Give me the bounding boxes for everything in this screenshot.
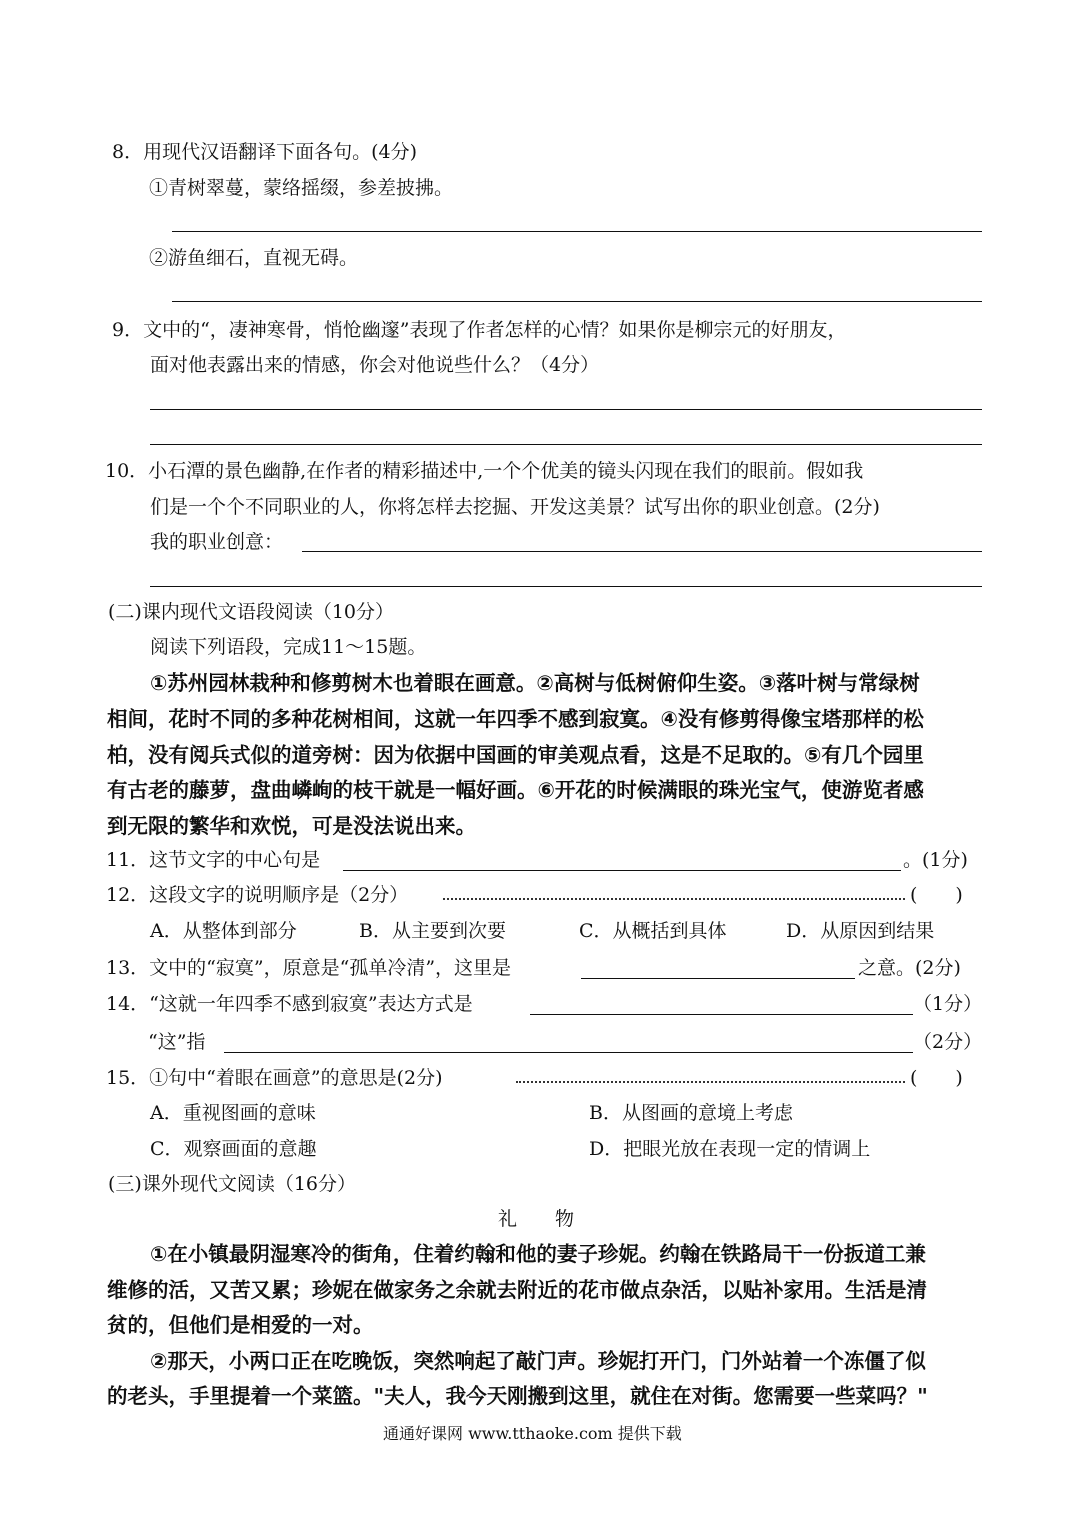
q13-score: 之意。(2分) <box>858 957 961 979</box>
answer-line <box>172 231 982 232</box>
q10-line-1: 10．小石潭的景色幽静,在作者的精彩描述中,一个个优美的镜头闪现在我们的眼前。假如我 <box>105 460 864 482</box>
q15-option-c: C．观察画面的意趣 <box>150 1138 317 1160</box>
answer-line <box>530 1014 913 1015</box>
q12-option-c: C．从概括到具体 <box>579 920 727 942</box>
dotted-leader <box>443 898 905 900</box>
answer-line <box>172 301 982 302</box>
passage-line: 到无限的繁华和欢悦，可是没法说出来。 <box>107 814 476 838</box>
q15-answer-paren: ( ) <box>910 1067 963 1089</box>
section-2-heading: (二)课内现代文语段阅读（10分） <box>108 601 395 623</box>
q8-title: 8．用现代汉语翻译下面各句。(4分) <box>112 141 418 163</box>
q14-score-1: （1分） <box>913 993 983 1015</box>
passage-line: ①苏州园林栽种和修剪树木也着眼在画意。②高树与低树俯仰生姿。③落叶树与常绿树 <box>150 671 920 695</box>
passage-line: 的老头，手里提着一个菜篮。"夫人，我今天刚搬到这里，就住在对街。您需要一些菜吗？" <box>107 1384 928 1408</box>
section-3-heading: (三)课外现代文阅读（16分） <box>108 1173 357 1195</box>
q12-option-d: D．从原因到结果 <box>786 920 935 942</box>
passage-line: ①在小镇最阴湿寒冷的街角，住着约翰和他的妻子珍妮。约翰在铁路局干一份扳道工兼 <box>150 1242 926 1266</box>
story-title: 礼 物 <box>498 1208 575 1230</box>
answer-line <box>150 409 982 410</box>
section-2-instruction: 阅读下列语段，完成11～15题。 <box>150 636 427 658</box>
q15-option-b: B．从图画的意境上考虑 <box>589 1102 793 1124</box>
q12-text: 12．这段文字的说明顺序是（2分） <box>106 884 409 906</box>
passage-line: 相间，花时不同的多种花树相间，这就一年四季不感到寂寞。④没有修剪得像宝塔那样的松 <box>107 707 924 731</box>
answer-line <box>224 1052 913 1053</box>
answer-line <box>302 551 982 552</box>
passage-line: 维修的活，又苦又累；珍妮在做家务之余就去附近的花市做点杂活，以贴补家用。生活是清 <box>107 1278 927 1302</box>
answer-line <box>343 870 901 871</box>
answer-line <box>150 586 982 587</box>
q13-text: 13．文中的“寂寞”，原意是“孤单冷清”，这里是 <box>106 957 512 979</box>
q14-score-2: （2分） <box>913 1031 983 1053</box>
answer-line <box>150 444 982 445</box>
answer-line <box>581 978 855 979</box>
q11-score: 。(1分) <box>903 849 968 871</box>
passage-line: 贫的，但他们是相爱的一对。 <box>107 1313 374 1337</box>
q8-sentence-2: ②游鱼细石，直视无碍。 <box>149 247 359 269</box>
q14-sub: “这”指 <box>148 1031 206 1053</box>
q11-text: 11．这节文字的中心句是 <box>106 849 321 871</box>
q12-option-b: B．从主要到次要 <box>359 920 506 942</box>
passage-line: ②那天，小两口正在吃晚饭，突然响起了敲门声。珍妮打开门，门外站着一个冻僵了似 <box>150 1349 926 1373</box>
passage-line: 有古老的藤萝，盘曲嶙峋的枝干就是一幅好画。⑥开花的时候满眼的珠光宝气，使游览者感 <box>107 778 924 802</box>
q15-option-a: A．重视图画的意味 <box>150 1102 316 1124</box>
q15-text: 15．①句中“着眼在画意”的意思是(2分) <box>106 1067 443 1089</box>
q9-line-2: 面对他表露出来的情感，你会对他说些什么？（4分） <box>150 354 600 376</box>
q12-option-a: A．从整体到部分 <box>150 920 297 942</box>
q9-line-1: 9．文中的“，凄神寒骨，悄怆幽邃”表现了作者怎样的心情？如果你是柳宗元的好朋友， <box>112 319 847 341</box>
q15-option-d: D．把眼光放在表现一定的情调上 <box>589 1138 871 1160</box>
dotted-leader <box>516 1081 905 1083</box>
q12-answer-paren: ( ) <box>910 884 963 906</box>
q14-text: 14．“这就一年四季不感到寂寞”表达方式是 <box>106 993 473 1015</box>
page-footer: 通通好课网 www.tthaoke.com 提供下载 <box>383 1424 682 1443</box>
q10-label: 我的职业创意： <box>150 531 284 553</box>
q8-sentence-1: ①青树翠蔓，蒙络摇缀，参差披拂。 <box>149 177 454 199</box>
q10-line-2: 们是一个个不同职业的人，你将怎样去挖掘、开发这美景？试写出你的职业创意。(2分) <box>150 496 880 518</box>
passage-line: 柏，没有阅兵式似的道旁树：因为依据中国画的审美观点看，这是不足取的。⑤有几个园里 <box>107 743 924 767</box>
